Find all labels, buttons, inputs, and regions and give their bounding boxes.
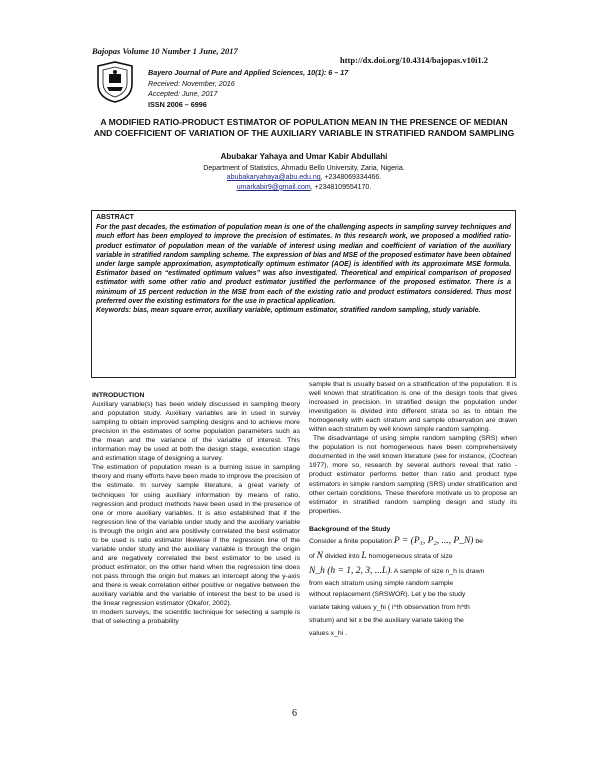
bg-text: be (475, 537, 483, 545)
running-header-left: Bajopas Volume 10 Number 1 June, 2017 (92, 46, 238, 56)
issn: ISSN 2006 – 6996 (148, 99, 207, 109)
strata-equation: N_h (h = 1, 2, 3, ...L) (309, 565, 391, 576)
keywords: Keywords: bias, mean square error, auxiliary variable, optimum estimator, stratified random sampling, study variable. (96, 307, 481, 315)
journal-name: Bayero Journal of Pure and Applied Sciences, 10(1): 6 – 17 (148, 68, 349, 77)
background-line-7: stratum) and let x be the auxiliary variate taking the (309, 616, 464, 624)
author-phone-1: , +2348069334466. (320, 174, 382, 182)
background-line-3 (309, 564, 517, 579)
affiliation: Department of Statistics, Ahmadu Bello University, Zaria, Nigeria. (203, 164, 405, 172)
intro-paragraph-1: Auxiliary variable(s) has been widely discussed in sampling theory and population study. Auxiliary variables are in used in survey sampling to obtain improved sampling designs and to achieve more precision in the estimates of some population parameters such as the mean and the variance of the variable of interest. This information may be used at both the design stage, execution stage and estimation stage of designing a survey. (92, 401, 300, 463)
background-line-4: from each stratum using simple random sample (309, 579, 454, 587)
population-equation: P = (P₁, P₂, ..., P_N) (393, 535, 474, 546)
bg-text: Consider a finite population (309, 537, 392, 545)
spacer (309, 516, 517, 525)
intro-paragraph-2: The estimation of population mean is a burning issue in sampling theory and many efforts have been made to improve the precision of the estimate. In survey sample literature, a great variety of techniques for using auxiliary information by means of ratio, regression and product methods have been used in the presence of one or more auxiliary variables. It is also established that if the regression line of the variable under study and the auxiliary variable is through the origin and are positively correlated the best estimator to be used is ratio estimator likewise if the regression line of the variable under study and the auxiliary variable is through the origin and are negatively correlated the best estimator to be used is product estimator, on the other hand when the regression line does not pass through the origin but makes an intercept along the y-axis and there is weak correlation either positive or negative between the auxiliary variable and the variable of interest the best to be used is the linear regression estimator (Okafor, 2002). (92, 464, 300, 608)
received-date: Received: November, 2016 (148, 78, 235, 88)
author-email-1[interactable]: abubakaryahaya@abu.edu.ng (226, 174, 321, 182)
background-line-2 (309, 549, 517, 564)
abstract-body: For the past decades, the estimation of population mean is one of the challenging aspects in sampling survey techniques and much effort has been employed to improve the precision of estimates. In this research work, we proposed a modified ratio-product estimator of population mean of the variable of interest using median and coefficient of variation of the auxiliary variable in stratified random sampling scheme. The expression of bias and MSE of the proposed estimator have been obtained under large sample approximation, asymptotically optimum estimator (AOE) is identified with its approximate MSE formula. Estimator based on “estimated optimum values” was also investigated. Theoretical and empirical comparison of proposed estimator with some other ratio and product estimator justified the performance of the proposed estimator. There is a minimum of 15 percent reduction in the MSE from each of the existing ratio and product estimators considered. Thus most preferred over the existing estimators for the use in practical application. (96, 224, 511, 305)
bg-text: homogeneous strata of size (368, 552, 453, 560)
background-heading: Background of the Study (309, 525, 391, 533)
doi-header[interactable]: http://dx.doi.org/10.4314/bajopas.v10i1.2 (340, 55, 489, 65)
accepted-date: Accepted: June, 2017 (148, 89, 218, 98)
page-number: 6 (292, 708, 297, 719)
abstract-heading: ABSTRACT (96, 214, 134, 221)
background-line-5: without replacement (SRSWOR). Let y be the study (309, 590, 466, 598)
paper-title: A MODIFIED RATIO-PRODUCT ESTIMATOR OF POPULATION MEAN IN THE PRESENCE OF MEDIAN AND COEFFICIENT OF VARIATION OF THE AUXILIARY VARIABLE IN STRATIFIED RANDOM SAMPLING (93, 117, 515, 138)
author-email-2[interactable]: umarkabir9@gmail.com (236, 183, 311, 191)
introduction-heading: INTRODUCTION (92, 392, 145, 399)
left-column (92, 391, 300, 626)
background-line-6: variate taking values y_hi ( i^th observation from h^th (309, 603, 470, 611)
background-line-1 (309, 534, 517, 549)
right-paragraph-1: sample that is usually based on a stratification of the population. It is well known that stratification is one of the design tools that gives increased in precision. In stratified design the population under investigation is divided into different strata so as to obtain the homogeneity with each stratum and sample observation are drawn within each stratum by well known simple random sampling. (309, 381, 517, 434)
intro-paragraph-3: In modern surveys, the scientific technique for selecting a sample is that of selecting a probability (92, 609, 300, 626)
var-L: L (361, 550, 367, 561)
journal-info (148, 68, 348, 110)
author-block (92, 152, 516, 192)
contact-line-2 (92, 183, 516, 193)
right-paragraph-2: The disadvantage of using simple random sampling (SRS) when the population is not homogeneous have been comprehensively documented in the well known literature (see for instance, (Cochran 1977), more so, research by several authors reveal that ratio - product estimator performs better than ratio and product type estimators in simple random sampling (SRS) under stratification and other certain conditions. These therefore motivate us to propose an estimator in stratified random sampling design and study its properties. (309, 435, 517, 515)
contact-line-1 (92, 173, 516, 183)
bg-text: divided into (324, 552, 360, 560)
var-N: N (316, 550, 323, 561)
background-line-8: values x_hi . (309, 629, 348, 637)
author-names: Abubakar Yahaya and Umar Kabir Abdullahi (220, 152, 388, 161)
bg-text: of (309, 552, 315, 560)
abstract-box (91, 210, 516, 378)
right-column (309, 380, 517, 640)
author-phone-2: , +2348109554170. (310, 183, 372, 191)
university-seal-icon (94, 60, 136, 104)
bg-text: . A sample of size n_h is drawn (390, 567, 485, 575)
